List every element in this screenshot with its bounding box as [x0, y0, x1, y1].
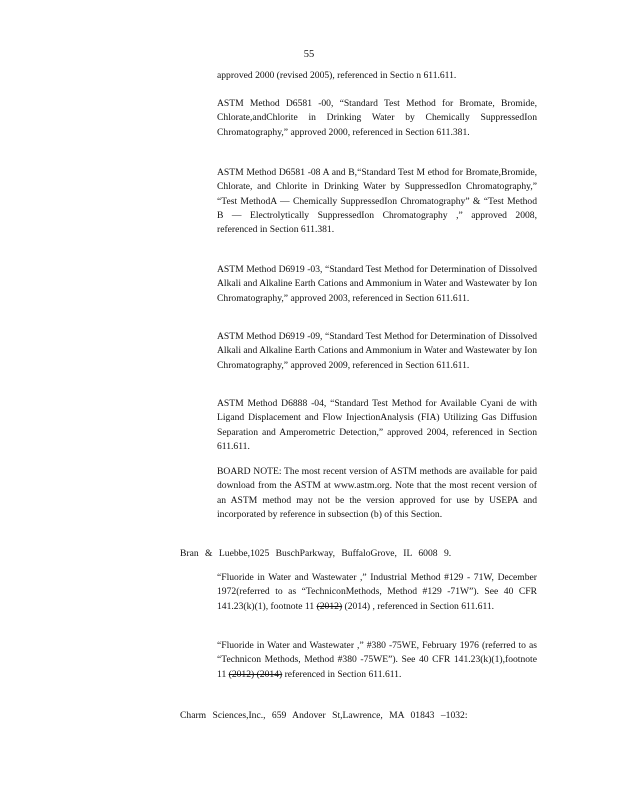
paragraph-fluoride-380-75we [217, 639, 537, 682]
strikethrough-footnote-years: (2012) (2014) [228, 668, 283, 680]
company-header-bran-luebbe: Bran & Luebbe,1025 BuschParkway, BuffaloGrove, IL 6008 9. [180, 548, 452, 559]
fluoride-129-text-b: (2014) , referenced in Section 611.611. [342, 600, 495, 612]
page-number: 55 [303, 49, 315, 60]
paragraph-fluoride-129-71w [217, 571, 537, 614]
paragraph-astm-continuation: approved 2000 (revised 2005), referenced in Sectio n 611.611. [217, 70, 457, 81]
paragraph-astm-d6581-08: ASTM Method D6581 -08 A and B,“Standard Test M ethod for Bromate,Bromide, Chlorate, and Chlorite in Drinking Water by SuppressedIon Chromatography,” “Test MethodA — Chemically SuppressedIon Chromatography” & “Test Method B — Electrolytically SuppressedIon Chromatography ,” approved 2008, referenced in Section 611.381. [217, 167, 537, 236]
company-header-charm-sciences: Charm Sciences,Inc., 659 Andover St,Lawrence, MA 01843 –1032: [180, 710, 468, 721]
strikethrough-footnote-year: (2012) [316, 600, 343, 612]
paragraph-astm-d6888-04: ASTM Method D6888 -04, “Standard Test Method for Available Cyani de with Ligand Displacement and Flow InjectionAnalysis (FIA) Utilizing Gas Diffusion Separation and Amperometric Detection,” approved 2004, referenced in Section 611.611. [217, 398, 537, 452]
fluoride-129-text-a: “Fluoride in Water and Wastewater ,” Industrial Method #129 - 71W, December 1972(referred to as “TechniconMethods, Method #129 -71W”). See 40 CFR 141.23(k)(1), footnote 11 [217, 572, 537, 612]
fluoride-380-text-a: “Fluoride in Water and Wastewater ,” #380 -75WE, February 1976 (referred to as “Technicon Methods, Method #380 -75WE”). See 40 CFR 141.23(k)(1),footnote 11 [217, 640, 537, 680]
paragraph-astm-d6581-00: ASTM Method D6581 -00, “Standard Test Method for Bromate, Bromide, Chlorate,andChlorite in Drinking Water by Chemically SuppressedIon Chromatography,” approved 2000, referenced in Section 611.381. [217, 98, 537, 138]
paragraph-astm-d6919-09: ASTM Method D6919 -09, “Standard Test Method for Determination of Dissolved Alkali and Alkaline Earth Cations and Ammonium in Water and Wastewater by Ion Chromatography,” approved 2009, referenced in Section 611.611. [217, 331, 537, 371]
paragraph-board-note: BOARD NOTE: The most recent version of ASTM methods are available for paid download from the ASTM at www.astm.org. Note that the most recent version of an ASTM method may not be the version approved for use by USEPA and incorporated by reference in subsection (b) of this Section. [217, 466, 537, 520]
paragraph-astm-d6919-03: ASTM Method D6919 -03, “Standard Test Method for Determination of Dissolved Alkali and Alkaline Earth Cations and Ammonium in Water and Wastewater by Ion Chromatography,” approved 2003, referenced in Section 611.611. [217, 264, 537, 304]
fluoride-380-text-b: referenced in Section 611.611. [282, 668, 402, 680]
